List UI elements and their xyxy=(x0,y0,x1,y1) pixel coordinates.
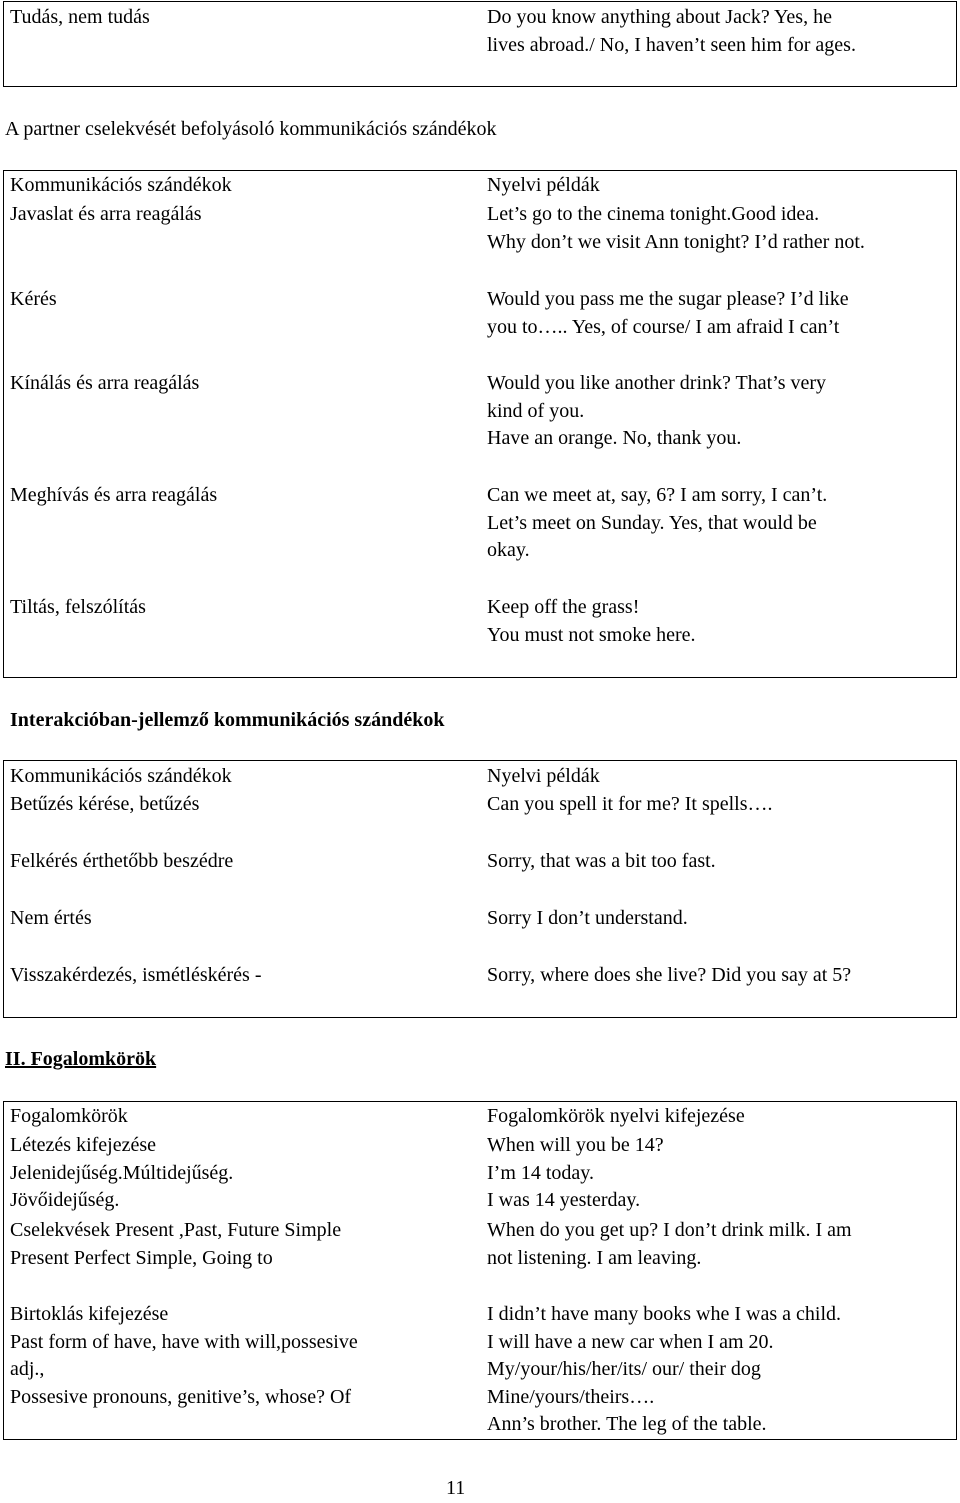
row-label: Betűzés kérése, betűzés xyxy=(10,793,200,815)
row-example: Can we meet at, say, 6? I am sorry, I can’t. Let’s meet on Sunday. Yes, that would be okay. xyxy=(487,484,828,561)
section-title-interaction: Interakcióban-jellemző kommunikációs szándékok xyxy=(10,709,445,731)
row-example: Keep off the grass! You must not smoke here. xyxy=(487,596,696,646)
row-label-knowledge: Tudás, nem tudás xyxy=(10,6,150,28)
row-example: I didn’t have many books whe I was a child. I will have a new car when I am 20. My/your/his/her/its/ our/ their dog Mine/yours/theirs…. Ann’s brother. The leg of the table. xyxy=(487,1303,841,1435)
header-right: Nyelvi példák xyxy=(487,174,600,196)
row-label: Kínálás és arra reagálás xyxy=(10,372,200,394)
row-label: Meghívás és arra reagálás xyxy=(10,484,218,506)
section-title-concepts: II. Fogalomkörök xyxy=(5,1048,157,1070)
header-right: Fogalomkörök nyelvi kifejezése xyxy=(487,1105,745,1127)
row-example-knowledge: Do you know anything about Jack? Yes, he lives abroad./ No, I haven’t seen him for ages. xyxy=(487,6,856,56)
row-label: Javaslat és arra reagálás xyxy=(10,203,202,225)
row-label: Tiltás, felszólítás xyxy=(10,596,146,618)
row-label: Cselekvések Present ,Past, Future Simple Present Perfect Simple, Going to xyxy=(10,1219,342,1269)
row-example: Would you pass me the sugar please? I’d like you to….. Yes, of course/ I am afraid I can’t xyxy=(487,288,849,338)
row-example: Sorry, that was a bit too fast. xyxy=(487,850,716,872)
header-left: Fogalomkörök xyxy=(10,1105,128,1127)
header-left: Kommunikációs szándékok xyxy=(10,765,232,787)
row-example: Can you spell it for me? It spells…. xyxy=(487,793,773,815)
row-label: Visszakérdezés, ismétléskérés - xyxy=(10,964,262,986)
row-label: Birtoklás kifejezése Past form of have, have with will,possesive adj., Possesive pronouns, genitive’s, whose? Of xyxy=(10,1303,358,1408)
section-title-partner: A partner cselekvését befolyásoló kommunikációs szándékok xyxy=(5,118,497,140)
row-example: When will you be 14? I’m 14 today. I was 14 yesterday. xyxy=(487,1134,664,1211)
row-label: Kérés xyxy=(10,288,57,310)
header-right: Nyelvi példák xyxy=(487,765,600,787)
row-example: When do you get up? I don’t drink milk. I am not listening. I am leaving. xyxy=(487,1219,852,1269)
row-example: Sorry, where does she live? Did you say at 5? xyxy=(487,964,852,986)
row-label: Nem értés xyxy=(10,907,92,929)
row-example: Sorry I don’t understand. xyxy=(487,907,688,929)
row-example: Would you like another drink? That’s very kind of you. Have an orange. No, thank you. xyxy=(487,372,827,449)
header-left: Kommunikációs szándékok xyxy=(10,174,232,196)
row-example: Let’s go to the cinema tonight.Good idea. Why don’t we visit Ann tonight? I’d rather not. xyxy=(487,203,865,253)
row-label: Létezés kifejezése Jelenidejűség.Múltidejűség. Jövőidejűség. xyxy=(10,1134,234,1211)
page-number: 11 xyxy=(446,1477,466,1499)
row-label: Felkérés érthetőbb beszédre xyxy=(10,850,234,872)
